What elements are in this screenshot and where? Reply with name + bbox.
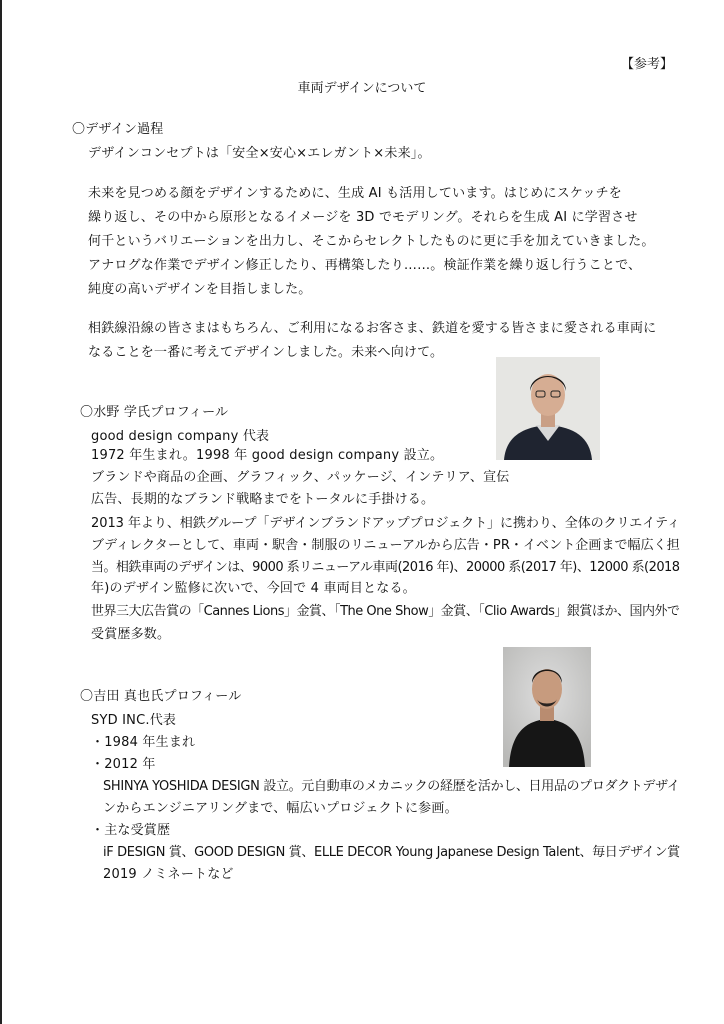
yoshida-profile-heading: 〇吉田 真也氏プロフィール [80, 689, 242, 704]
design-process-heading: 〇デザイン過程 [72, 122, 164, 137]
process-paragraph-line: アナログな作業でデザイン修正したり、再構築したり……。検証作業を繰り返し行うことで、 [88, 258, 642, 273]
yoshida-profile-line: ・1984 年生まれ [91, 735, 196, 750]
yoshida-profile-line: ンからエンジニアリングまで、幅広いプロジェクトに参画。 [103, 801, 458, 816]
yoshida-profile-line: iF DESIGN 賞、GOOD DESIGN 賞、ELLE DECOR Young Japanese Design Talent、毎日デザイン賞 [103, 845, 680, 860]
mizuno-profile-line: ブランドや商品の企画、グラフィック、パッケージ、インテリア、宣伝 [91, 470, 510, 485]
mizuno-profile-line: 広告、長期的なブランド戦略までをトータルに手掛ける。 [91, 492, 435, 507]
design-concept-text: デザインコンセプトは「安全×安心×エレガント×未来」。 [88, 146, 431, 161]
closing-paragraph-line: なることを一番に考えてデザインしました。未来へ向けて。 [88, 345, 444, 360]
process-paragraph-line: 未来を見つめる顔をデザインするために、生成 AI も活用しています。はじめにスケッチを [88, 186, 622, 201]
mizuno-profile-line: ブディレクターとして、車両・駅舎・制服のリニューアルから広告・PR・イベント企画まで幅広く担 [91, 538, 680, 553]
mizuno-profile-heading: 〇水野 学氏プロフィール [80, 405, 229, 420]
mizuno-profile-line: 世界三大広告賞の「Cannes Lions」金賞、「The One Show」金賞、「Clio Awards」銀賞ほか、国内外で [91, 604, 680, 619]
yoshida-profile-line: 2019 ノミネートなど [103, 867, 234, 882]
closing-paragraph-line: 相鉄線沿線の皆さまはもちろん、ご利用になるお客さま、鉄道を愛する皆さまに愛される車両に [88, 321, 657, 336]
yoshida-profile-line: SHINYA YOSHIDA DESIGN 設立。元自動車のメカニックの経歴を活かし、日用品のプロダクトデザイ [103, 779, 680, 794]
page-left-border [0, 0, 2, 1024]
process-paragraph-line: 純度の高いデザインを目指しました。 [88, 282, 312, 297]
yoshida-profile-line: SYD INC.代表 [91, 713, 177, 728]
mizuno-portrait-photo [496, 357, 600, 460]
reference-tag: 【参考】 [620, 57, 673, 72]
mizuno-profile-line: good design company 代表 [91, 429, 270, 444]
yoshida-portrait-photo [503, 647, 591, 767]
mizuno-profile-line: 1972 年生まれ。1998 年 good design company 設立。 [91, 448, 444, 463]
process-paragraph-line: 繰り返し、その中から原形となるイメージを 3D でモデリング。それらを生成 AI に学習させ [88, 210, 638, 225]
process-paragraph-line: 何千というバリエーションを出力し、そこからセレクトしたものに更に手を加えていきました。 [88, 234, 655, 249]
mizuno-profile-line: 2013 年より、相鉄グループ「デザインブランドアッププロジェクト」に携わり、全体のクリエイティ [91, 516, 681, 531]
mizuno-profile-line: 当。相鉄車両のデザインは、9000 系リニューアル車両(2016 年)、20000 系(2017 年)、12000 系(2018 [91, 560, 680, 575]
mizuno-profile-line: 受賞歴多数。 [91, 627, 171, 642]
yoshida-profile-line: ・主な受賞歴 [91, 823, 171, 838]
yoshida-profile-line: ・2012 年 [91, 757, 156, 772]
mizuno-profile-line: 年)のデザイン監修に次いで、今回で 4 車両目となる。 [91, 581, 416, 596]
page-title: 車両デザインについて [297, 81, 427, 96]
